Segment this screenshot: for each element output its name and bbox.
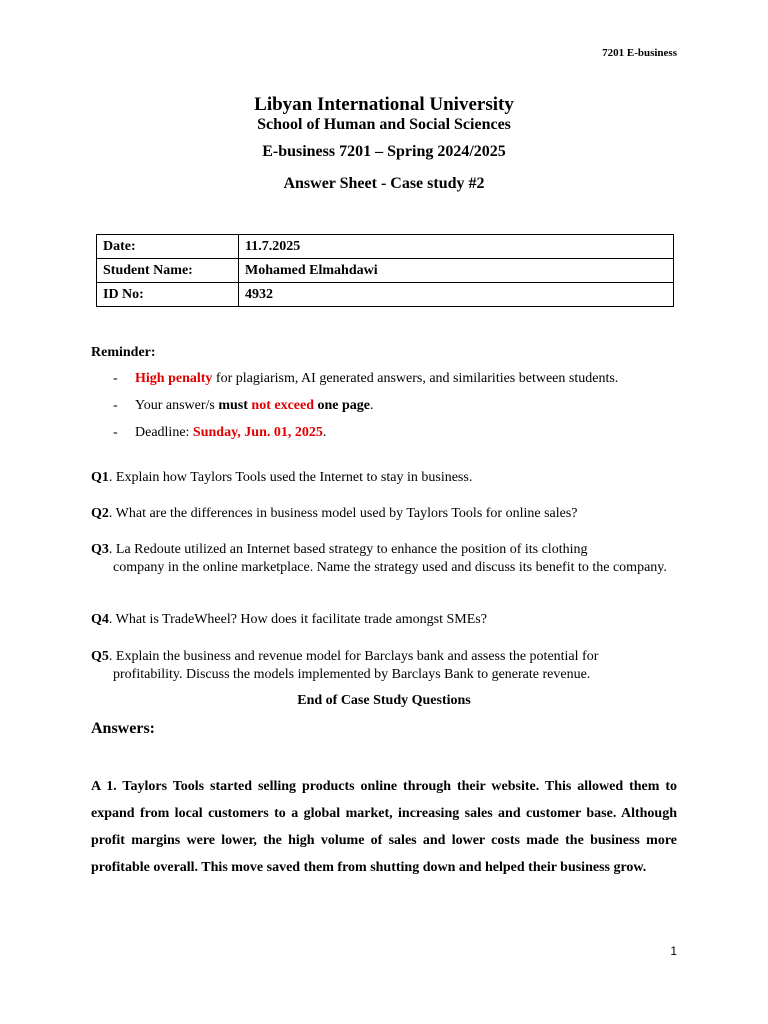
answer-1: A 1. Taylors Tools started selling products online through their website. This allowed them to expand from local customers to a global market, increasing sales and customer base. Although profit margins were lower, the high volume of sales and lower costs made the business more profitable overall. This move saved them from shutting down and helped their business grow. xyxy=(91,779,677,875)
end-of-questions: End of Case Study Questions xyxy=(297,693,471,708)
question-4: Q4. What is TradeWheel? How does it facilitate trade amongst SMEs? xyxy=(91,612,487,627)
id-label: ID No: xyxy=(97,283,239,307)
bullet-dash: - xyxy=(113,371,118,386)
question-5: Q5. Explain the business and revenue model for Barclays bank and assess the potential for profitability. Discuss the models implemented by Barclays Bank to generate revenue. xyxy=(91,649,599,682)
student-info-table xyxy=(96,234,674,307)
reminder-bullet-penalty: - High penalty for plagiarism, AI generated answers, and similarities between students. xyxy=(113,371,619,386)
question-2: Q2. What are the differences in business model used by Taylors Tools for online sales? xyxy=(91,506,578,521)
page-number: 1 xyxy=(670,944,677,958)
date-label: Date: xyxy=(97,235,239,259)
reminder-heading: Reminder: xyxy=(91,345,156,360)
sheet-title: Answer Sheet - Case study #2 xyxy=(283,175,485,192)
question-1: Q1. Explain how Taylors Tools used the Internet to stay in business. xyxy=(91,470,473,485)
course-title: E-business 7201 – Spring 2024/2025 xyxy=(262,143,506,160)
running-header: 7201 E-business xyxy=(602,47,677,59)
reminder-bullet-length: - Your answer/s must not exceed one page. xyxy=(113,398,374,413)
reminder-bullet-deadline: - Deadline: Sunday, Jun. 01, 2025. xyxy=(113,425,327,440)
table-row xyxy=(97,235,674,259)
table-row xyxy=(97,283,674,307)
question-3: Q3. La Redoute utilized an Internet based strategy to enhance the position of its clothing company in the online marketplace. Name the strategy used and discuss its benefit to the company. xyxy=(91,542,667,575)
bullet-dash: - xyxy=(113,398,118,413)
date-value: 11.7.2025 xyxy=(239,235,674,259)
answers-heading: Answers: xyxy=(91,720,155,737)
student-name-value: Mohamed Elmahdawi xyxy=(239,259,674,283)
id-value: 4932 xyxy=(239,283,674,307)
student-name-label: Student Name: xyxy=(97,259,239,283)
university-title: Libyan International University xyxy=(254,94,514,115)
table-row xyxy=(97,259,674,283)
school-title: School of Human and Social Sciences xyxy=(257,116,511,133)
bullet-dash: - xyxy=(113,425,118,440)
